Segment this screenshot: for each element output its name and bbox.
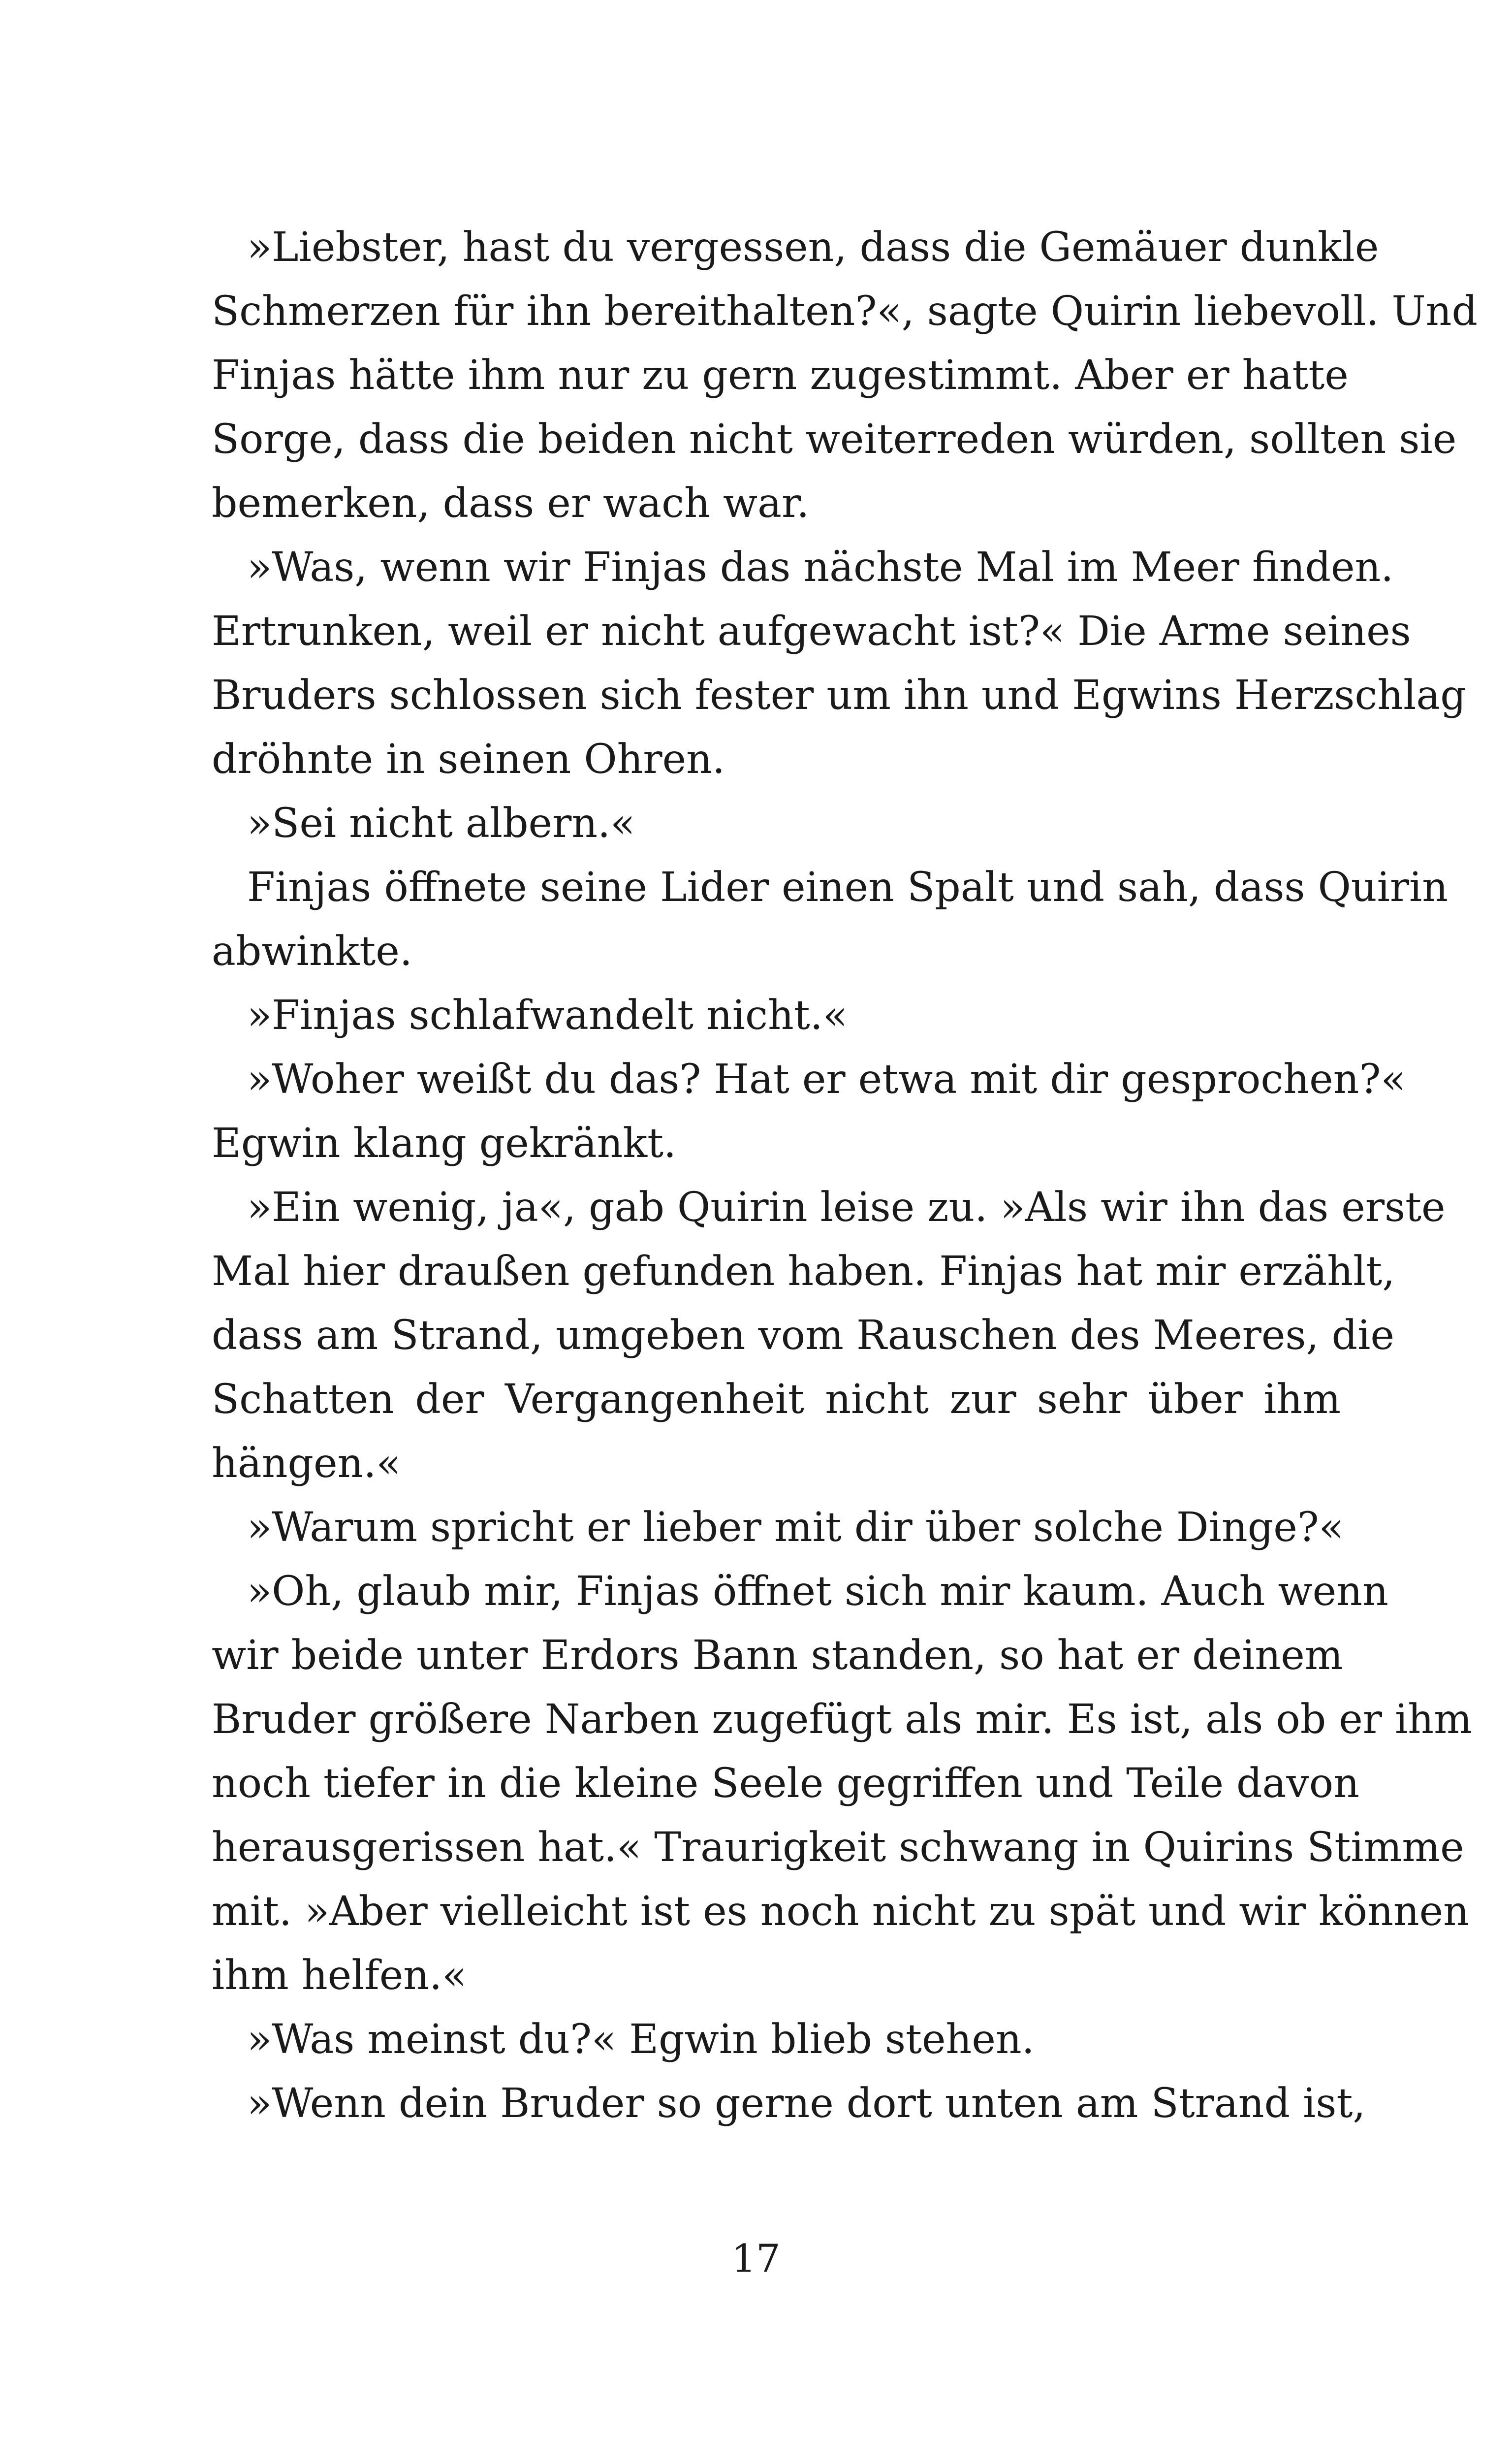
text-line: Bruder größere Narben zugefügt als mir. Es ist, als ob er ihm xyxy=(212,1696,1472,1743)
text-line: abwinkte. xyxy=(212,928,412,975)
text-line: »Oh, glaub mir, Finjas öffnet sich mir kaum. Auch wenn xyxy=(247,1568,1388,1615)
text-line: »Sei nicht albern.« xyxy=(247,800,635,847)
text-line: mit. »Aber vielleicht ist es noch nicht zu spät und wir können xyxy=(212,1888,1469,1935)
text-line: »Finjas schlafwandelt nicht.« xyxy=(247,992,848,1039)
body-text xyxy=(212,216,1478,2136)
text-line: Ertrunken, weil er nicht aufgewacht ist?« Die Arme seines xyxy=(212,608,1411,655)
text-line: »Ein wenig, ja«, gab Quirin leise zu. »Als wir ihn das erste xyxy=(247,1184,1446,1231)
text-line: Finjas hätte ihm nur zu gern zugestimmt. Aber er hatte xyxy=(212,352,1349,399)
text-line: »Was, wenn wir Finjas das nächste Mal im Meer finden. xyxy=(247,544,1394,591)
text-line: bemerken, dass er wach war. xyxy=(212,480,810,527)
text-line: Egwin klang gekränkt. xyxy=(212,1120,677,1167)
text-line: Bruders schlossen sich fester um ihn und Egwins Herzschlag xyxy=(212,672,1466,719)
text-line: herausgerissen hat.« Traurigkeit schwang in Quirins Stimme xyxy=(212,1824,1464,1871)
text-line: noch tiefer in die kleine Seele gegriffen und Teile davon xyxy=(212,1760,1359,1807)
text-line: »Warum spricht er lieber mit dir über solche Dinge?« xyxy=(247,1504,1344,1551)
text-line: dass am Strand, umgeben vom Rauschen des Meeres, die xyxy=(212,1312,1394,1359)
text-line: Schmerzen für ihn bereithalten?«, sagte Quirin liebevoll. Und xyxy=(212,288,1478,335)
text-line: hängen.« xyxy=(212,1440,401,1487)
text-line: dröhnte in seinen Ohren. xyxy=(212,736,725,783)
text-line: »Wenn dein Bruder so gerne dort unten am Strand ist, xyxy=(247,2080,1366,2127)
text-line: »Woher weißt du das? Hat er etwa mit dir gesprochen?« xyxy=(247,1056,1406,1103)
text-line: »Liebster, hast du vergessen, dass die Gemäuer dunkle xyxy=(247,224,1379,271)
text-line: Finjas öffnete seine Lider einen Spalt und sah, dass Quirin xyxy=(247,864,1449,911)
page-number: 17 xyxy=(731,2237,781,2281)
text-line: »Was meinst du?« Egwin blieb stehen. xyxy=(247,2016,1035,2063)
text-line: ihm helfen.« xyxy=(212,1952,467,1999)
text-line: Schatten der Vergangenheit nicht zur sehr über ihm xyxy=(212,1376,1341,1423)
text-line: Mal hier draußen gefunden haben. Finjas hat mir erzählt, xyxy=(212,1248,1395,1295)
text-line: Sorge, dass die beiden nicht weiterreden würden, sollten sie xyxy=(212,416,1457,463)
text-line: wir beide unter Erdors Bann standen, so hat er deinem xyxy=(212,1632,1343,1679)
